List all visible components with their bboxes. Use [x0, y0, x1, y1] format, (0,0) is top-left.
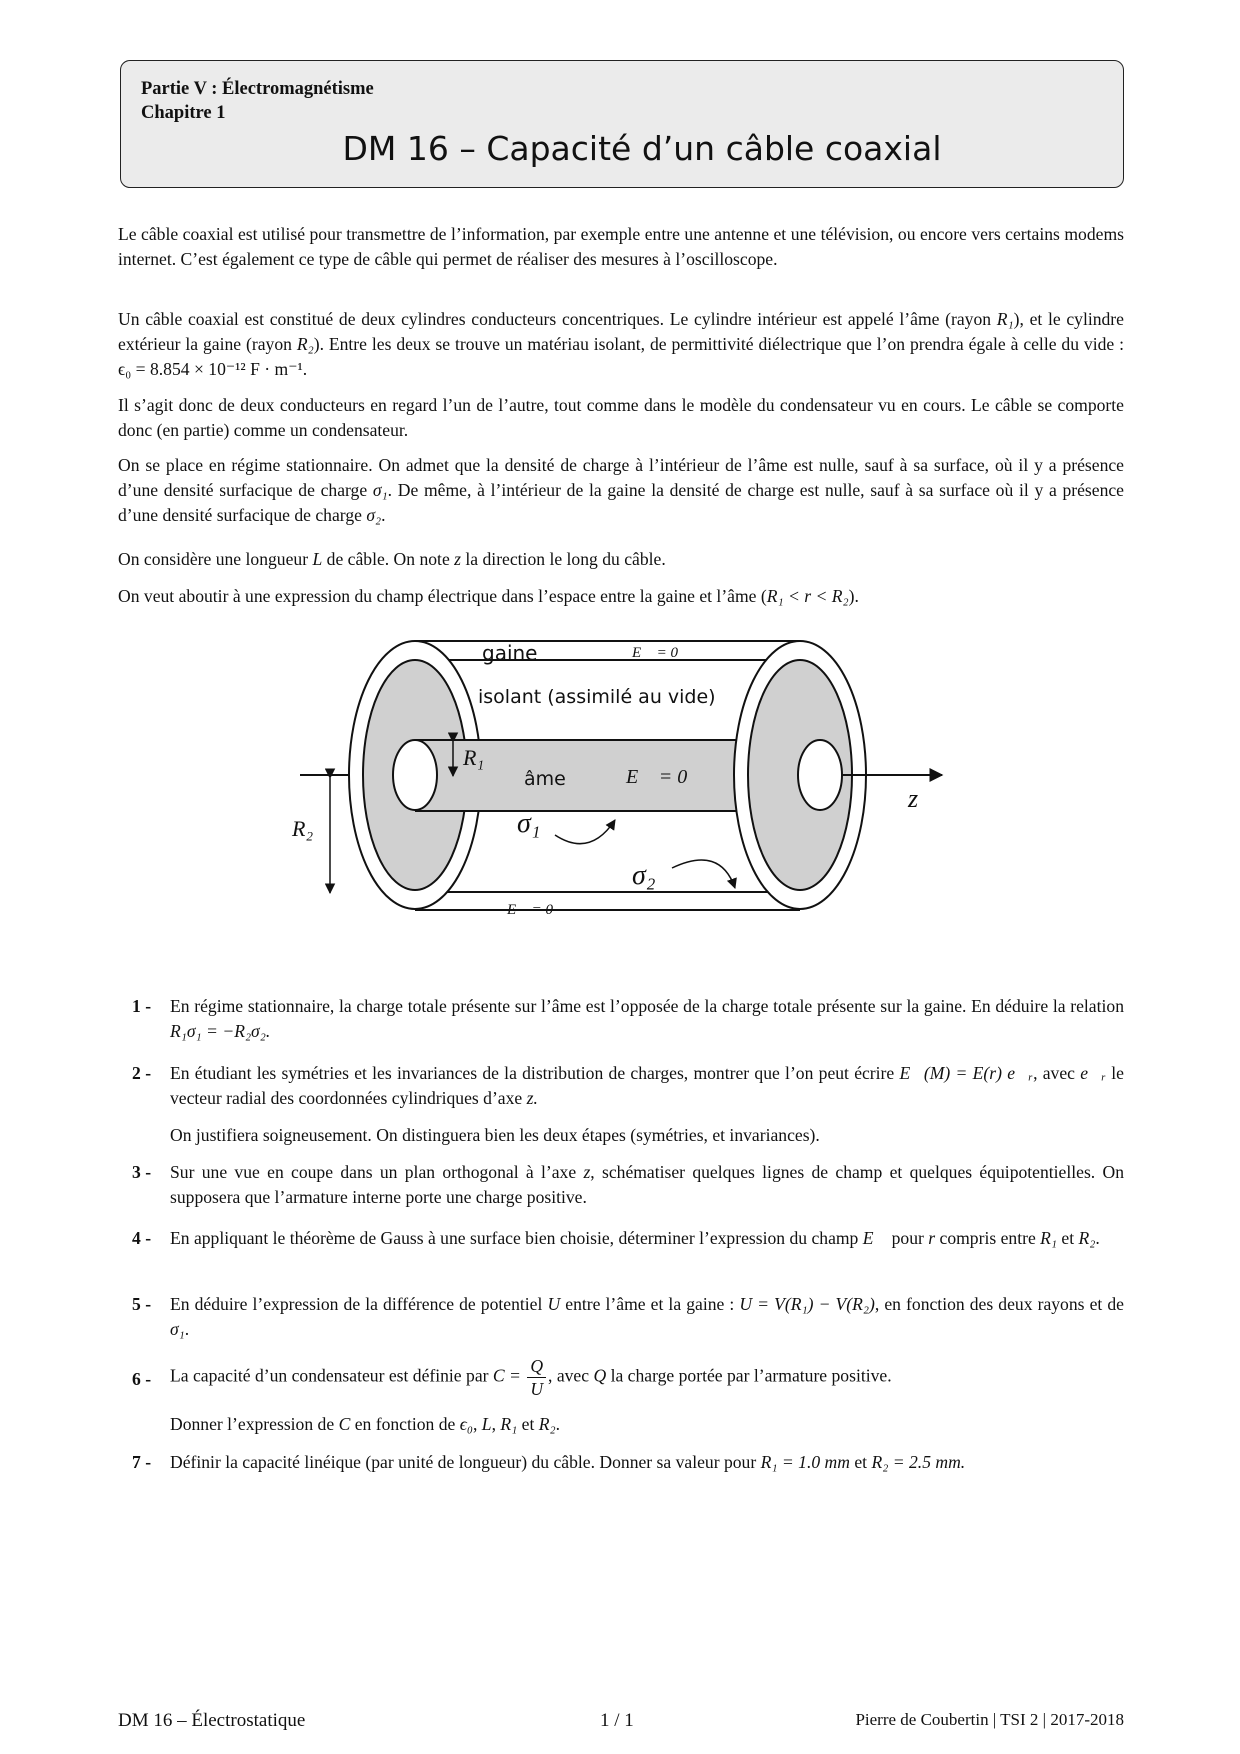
footer-page-number: 1 / 1 [600, 1710, 634, 1731]
intro-paragraph-2: Un câble coaxial est constitué de deux cylindres conducteurs concentriques. Le cylindre intérieur est appelé l’âme (rayon R₁), et le cylindre extérieur la gaine (rayon R₂). Entre les deux se trouve un matériau isolant, de permittivité diélectrique que l’on prendra égale à celle du vide : ϵ₀ = 8.854 × 10⁻¹² F · m⁻¹. [118, 309, 1124, 379]
sigma1-arrow [555, 820, 615, 844]
label-r2: R₂ [292, 816, 314, 841]
label-sigma2: σ₂ [632, 860, 656, 891]
label-sigma1: σ₁ [517, 808, 541, 839]
label-ame: âme [524, 768, 566, 790]
question-number: 3 - [132, 1162, 152, 1182]
label-e-gaine-bottom: E⃗ = 0⃗ [507, 902, 565, 918]
intro-paragraph-3: Il s’agit donc de deux conducteurs en regard l’un de l’autre, tout comme dans le modèle du condensateur vu en cours. Le câble se comporte donc (en partie) comme un condensateur. [118, 395, 1124, 440]
question-number: 1 - [132, 996, 152, 1016]
label-z: z [908, 784, 919, 813]
footer-right: Pierre de Coubertin | TSI 2 | 2017-2018 [855, 1710, 1124, 1729]
part-label: Partie V : Électromagnétisme [141, 79, 374, 99]
label-e-ame: E⃗ = 0⃗ [626, 766, 703, 788]
question-6: 6 - La capacité d’un condensateur est définie par C = $\frac{Q}{U}$ , avec Q la charge portée par l’armature positive. Donner l’expression de C en fonction de ϵ₀, L, R₁ et R₂. [132, 1356, 892, 1434]
label-e-gaine-top: E⃗ = 0⃗ [632, 645, 690, 661]
intro-paragraph-4: On se place en régime stationnaire. On admet que la densité de charge à l’intérieur de l’âme est nulle, sauf à sa surface, où il y a présence d’une densité surfacique de charge σ₁. De même, à l’intérieur de la gaine la densité de charge est nulle, sauf à sa surface où il y a présence d’une densité surfacique de charge σ₂. [118, 455, 1124, 525]
core-left-face [393, 740, 437, 810]
page-title: DM 16 – Capacité d’un câble coaxial [342, 129, 942, 168]
question-2: 2 - En étudiant les symétries et les invariances de la distribution de charges, montrer que l’on peut écrire E⃗(M) = E(r) e⃗ᵣ, avec e⃗ᵣ le vecteur radial des coordonnées cylindriques d’axe z. On justifiera soigneusement. On distinguera bien les deux étapes (symétries, et invariances). [132, 1063, 1124, 1145]
intro-paragraph-1: Le câble coaxial est utilisé pour transmettre de l’information, par exemple entre une antenne et une télévision, ou encore vers certains modems internet. C’est également ce type de câble qui permet de réaliser des mesures à l’oscilloscope. [118, 224, 1124, 269]
label-isolant: isolant (assimilé au vide) [478, 686, 716, 708]
question-1: 1 - En régime stationnaire, la charge totale présente sur l’âme est l’opposée de la charge totale présente sur la gaine. En déduire la relation R₁σ₁ = −R₂σ₂. [132, 996, 1124, 1041]
question-4: 4 - En appliquant le théorème de Gauss à une surface bien choisie, déterminer l’expression du champ E⃗ pour r compris entre R₁ et R₂. [118, 1226, 1124, 1251]
question-number: 7 - [132, 1452, 152, 1472]
sigma2-arrow [672, 860, 735, 888]
question-5: 5 - En déduire l’expression de la différence de potentiel U entre l’âme et la gaine : U = V(R₁) − V(R₂), en fonction des deux rayons et de σ₁. [132, 1294, 1124, 1339]
question-3: 3 - Sur une vue en coupe dans un plan orthogonal à l’axe z, schématiser quelques lignes de champ et quelques équipotentielles. On supposera que l’armature interne porte une charge positive. [132, 1162, 1124, 1207]
fraction-q-over-u: $\frac{Q}{U}$ [527, 1355, 546, 1400]
question-number: 5 - [132, 1294, 152, 1314]
intro-paragraph-6: On veut aboutir à une expression du champ électrique dans l’espace entre la gaine et l’âme (R₁ < r < R₂). [118, 586, 859, 606]
label-gaine: gaine [482, 641, 538, 665]
question-number: 4 - [132, 1228, 152, 1248]
footer-left: DM 16 – Électrostatique [118, 1710, 306, 1731]
chapter-label: Chapitre 1 [141, 103, 226, 123]
label-r1: R₁ [463, 745, 485, 770]
question-number: 6 - [132, 1369, 152, 1389]
question-7: 7 - Définir la capacité linéique (par unité de longueur) du câble. Donner sa valeur pour R₁ = 1.0 mm et R₂ = 2.5 mm. [118, 1450, 1124, 1475]
intro-paragraph-5: On considère une longueur L de câble. On note z la direction le long du câble. [118, 549, 666, 569]
core-right-face [798, 740, 842, 810]
question-number: 2 - [132, 1063, 152, 1083]
